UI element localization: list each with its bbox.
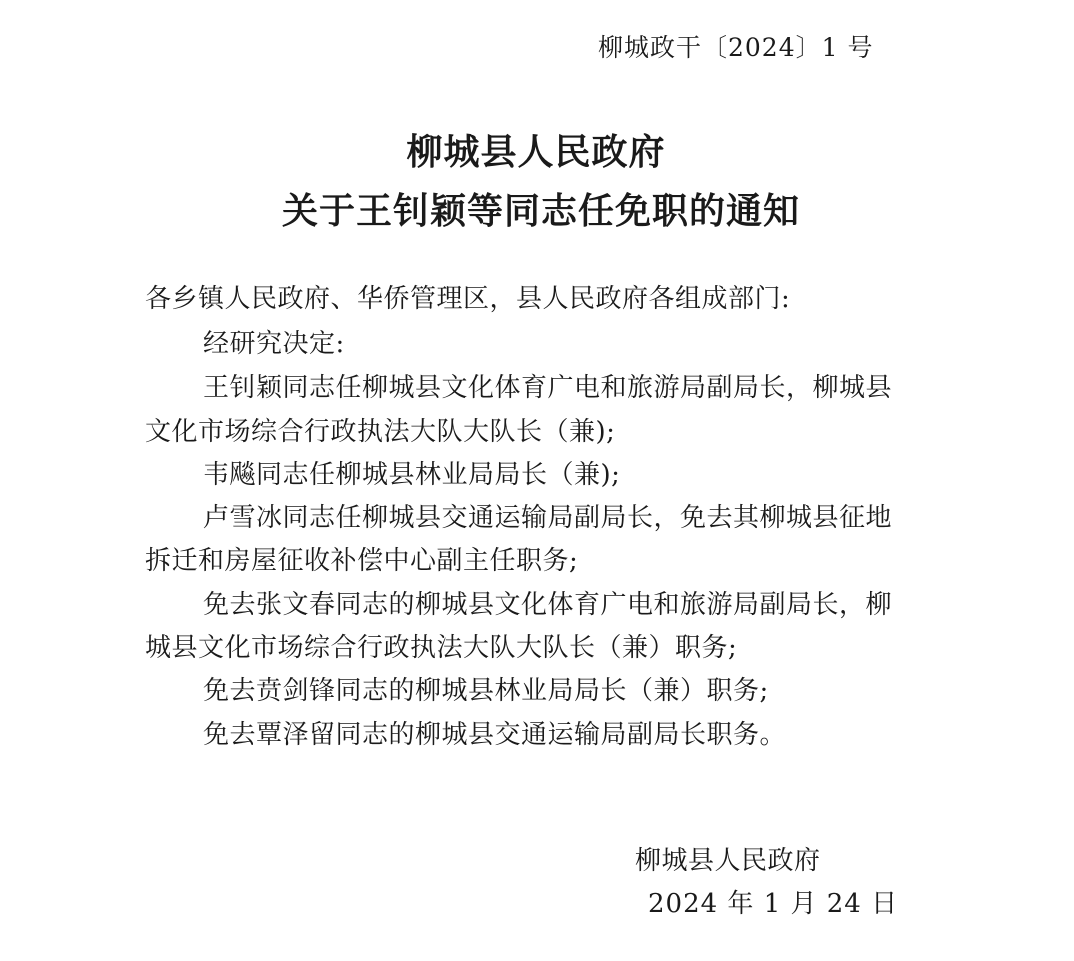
body-line: 免去张文春同志的柳城县文化体育广电和旅游局副局长，柳 (203, 590, 893, 620)
document-title-line-1: 柳城县人民政府 (406, 131, 666, 173)
body-line: 卢雪冰同志任柳城县交通运输局副局长，免去其柳城县征地 (203, 503, 893, 533)
intro-line: 经研究决定: (203, 329, 345, 359)
body-line: 拆迁和房屋征收补偿中心副主任职务; (145, 546, 579, 576)
body-line: 王钊颖同志任柳城县文化体育广电和旅游局副局长，柳城县 (203, 373, 893, 403)
document-number: 柳城政干〔2024〕1 号 (598, 33, 874, 62)
body-line: 城县文化市场综合行政执法大队大队长（兼）职务; (145, 633, 738, 663)
signature-date: 2024 年 1 月 24 日 (648, 889, 899, 919)
body-line: 文化市场综合行政执法大队大队长（兼); (145, 417, 616, 447)
signature-organization: 柳城县人民政府 (635, 846, 821, 876)
body-line: 韦飚同志任柳城县林业局局长（兼); (203, 460, 621, 490)
body-line: 免去贲剑锋同志的柳城县林业局局长（兼）职务; (203, 676, 769, 706)
document-title-line-2: 关于王钊颖等同志任免职的通知 (281, 190, 800, 232)
recipients-line: 各乡镇人民政府、华侨管理区，县人民政府各组成部门: (145, 284, 791, 314)
body-line: 免去覃泽留同志的柳城县交通运输局副局长职务。 (203, 720, 787, 750)
